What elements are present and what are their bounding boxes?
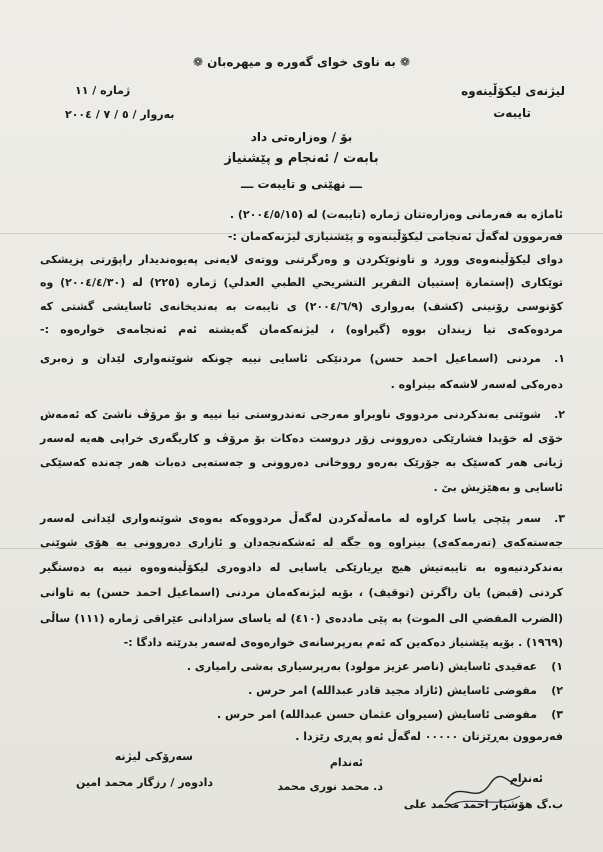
finding-line: ئاسایی و بەهێزیش بێ . [433,481,563,494]
classification: تایبەت [493,106,531,120]
closing-line: فەرموون بەڕێزتان ٠٠٠٠٠ لەگەڵ ئەو پەڕی رێزدا . [295,730,563,743]
signature-scribble [440,772,530,812]
finding-number: ٣. [554,512,565,525]
signature-name: ب.گ هۆشیار احمد محمد علی [403,798,563,811]
accused-person: عەقیدی ئاسایش (ناصر عزيز مولود) بەرپرسیاری بەشی راميارى . [186,660,537,673]
body-line: کۆنوسی رۆنینی (کشف) بەرواری (٢٠٠٤/٦/٩) ی تایبەت بە بەندیخانەی ئاسایشی گشتی کە [40,300,563,313]
signature-name: دادوەر / رزگار محمد امین [75,776,213,789]
reference-line: ئاماژە بە فەرمانی وەزارەتتان ژمارە (تایبەت) لە (٢٠٠٤/٥/١٥) . [229,208,563,221]
finding-number: ٢. [554,408,565,421]
signature-role: ئەندام [509,772,543,785]
signature-role: سەرۆکی لیژنە [114,750,193,763]
basmala: ❁ بە ناوی خوای گەورە و میهرەبان ❁ [192,55,411,69]
finding-line: (١٩٦٩) . بۆیە پێشنیاز دەکەین کە ئەم بەرپرسانەی خوارەوەی لەسەر بدرێتە دادگا :- [123,636,563,649]
body-line: توێکاری (إستمارة إستبيان التقرير التشريحي الطبي العدلي) ژمارە (٢٢٥) لە (٢٠٠٤/٤/٣٠) وە [40,276,563,289]
letter-number: ژمارە / ١١ [75,84,131,97]
body-line: دوای لیکۆڵینەوەی وورد و تاوتوێکردن و وەرگرتنی ووتەی لایەنی پەیوەندیدار راپۆرتی پزیشکی [40,253,563,266]
subject: بابەت / ئەنجام و پێشنیاز [224,151,379,166]
committee-name: لیژنەی لیکۆڵینەوە [461,84,565,98]
finding-number: ١. [554,352,565,365]
finding-line: (الضرب المفضي الى الموت) بە پێی ماددەی (٤١٠) لە یاسای سزادانی عێراقی ژمارە (١١١) ساڵی [40,612,563,625]
accused-number: ١) [551,660,563,673]
finding-line: جەستەکەی (تەرمەکەی) بینراوە وە جگە لە ئەشکەنجەدان و ئازاری دەروونی بە هۆی شوێنی [40,536,563,549]
finding-line: ژیانی هەر کەسێک بە جۆرێک بەرەو رووخانی دەروونی و جەستەیی دەبات هەر چەندە کەسێکی [40,456,563,469]
letter-date: بەروار / ٥ / ٧ / ٢٠٠٤ [65,108,175,121]
recipient: بۆ / وەزارەتی داد [250,130,353,144]
signature-role: ئەندام [329,756,363,769]
finding-line: کردنی (قبض) یان راگرتن (توقيف) ، بۆیە لیژنەکەمان مردنی (اسماعيل احمد حسن) بە تاوانی [40,586,563,599]
finding-line: خۆی لە خۆیدا فشارێکی دەروونی زۆر دروست دەکات بۆ مرۆڤ و کاریگەری خراپی هەیە لەسەر [40,432,563,445]
finding-line: مردنی (اسماعيل احمد حسن) مردنێکی ئاسایی نییە چونکە شوێنەواری لێدان و زەبری [40,352,541,365]
finding-line: بەندکردنیەوە بە تایبەتیش هیچ بڕیارێکی یاسایی لە دادوەری لیکۆڵینەوەوە نییە بە دەستگیر [40,561,563,574]
signature-name: د. محمد نوری محمد [277,780,383,793]
body-line: مردوەکەی تیا زیندان بووە (گیراوە) ، لیژنەکەمان گەیشتە ئەم ئەنجامەی خوارەوە :- [40,323,563,336]
finding-line: دەرەکی لەسەر لاشەکە بینراوە . [390,378,563,391]
accused-number: ٣) [551,708,563,721]
accused-number: ٢) [551,684,563,697]
secrecy-note: ـــ نهێنی و تایبەت ـــ [241,177,362,191]
intro-line: فەرموون لەگەڵ ئەنجامی لیکۆڵینەوە و پێشنیازی لیژنەکەمان :- [227,230,563,243]
accused-person: مفوضی ئاسایش (سيروان عثمان حسن عبدالله) امر حرس . [217,708,537,721]
finding-line: سەر پێچی یاسا کراوە لە مامەڵەکردن لەگەڵ مردووەکە بەوەی شوێنەواری لێدانی لەسەر [40,512,541,525]
finding-line: شوێنی بەندکردنی مردووی ناوبراو مەرجی تەندروستی تیا نییە و بۆ مرۆڤ ناشێ کە ئەمەش [40,408,541,421]
accused-person: مفوضی ئاسایش (ئازاد مجيد قادر عبدالله) امر حرس . [248,684,537,697]
